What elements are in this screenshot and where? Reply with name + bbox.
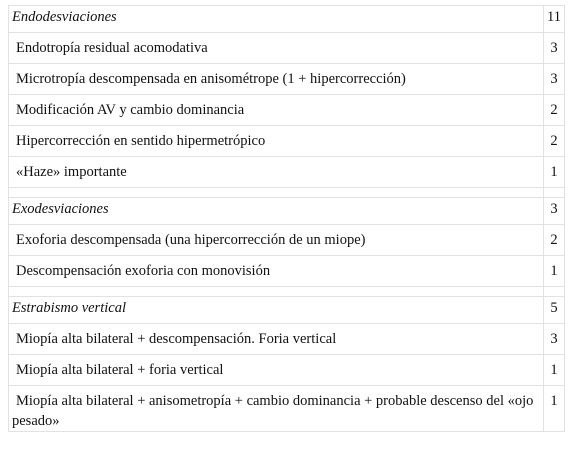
row-label: Hipercorrección en sentido hipermetrópico bbox=[9, 126, 544, 157]
table-row bbox=[9, 157, 565, 188]
category-row-endodesviaciones bbox=[9, 6, 565, 33]
table-row bbox=[9, 386, 565, 432]
category-label: Exodesviaciones bbox=[9, 198, 544, 225]
row-label: Microtropía descompensada en anisométrope (1 + hipercorrección) bbox=[9, 64, 544, 95]
table-row bbox=[9, 95, 565, 126]
row-count: 1 bbox=[544, 256, 565, 287]
table-row bbox=[9, 355, 565, 386]
row-label: Miopía alta bilateral + anisometropía + cambio dominancia + probable descenso del «ojo pesado» bbox=[9, 386, 544, 432]
spacer-cell bbox=[544, 188, 565, 198]
spacer-cell bbox=[9, 188, 544, 198]
results-table bbox=[8, 5, 565, 432]
row-label: Miopía alta bilateral + foria vertical bbox=[9, 355, 544, 386]
spacer-cell bbox=[544, 287, 565, 297]
spacer-row bbox=[9, 188, 565, 198]
row-count: 3 bbox=[544, 324, 565, 355]
row-label: Exoforia descompensada (una hipercorrección de un miope) bbox=[9, 225, 544, 256]
row-label: «Haze» importante bbox=[9, 157, 544, 188]
row-count: 1 bbox=[544, 157, 565, 188]
row-count: 2 bbox=[544, 126, 565, 157]
row-label: Endotropía residual acomodativa bbox=[9, 33, 544, 64]
row-label: Modificación AV y cambio dominancia bbox=[9, 95, 544, 126]
table-row bbox=[9, 324, 565, 355]
category-count: 3 bbox=[544, 198, 565, 225]
row-count: 2 bbox=[544, 95, 565, 126]
table-row bbox=[9, 33, 565, 64]
row-count: 3 bbox=[544, 33, 565, 64]
row-count: 1 bbox=[544, 386, 565, 432]
category-row-exodesviaciones bbox=[9, 198, 565, 225]
row-label: Miopía alta bilateral + descompensación. Foria vertical bbox=[9, 324, 544, 355]
category-count: 11 bbox=[544, 6, 565, 33]
spacer-row bbox=[9, 287, 565, 297]
row-count: 3 bbox=[544, 64, 565, 95]
table-row bbox=[9, 64, 565, 95]
category-row-estrabismo-vertical bbox=[9, 297, 565, 324]
row-count: 1 bbox=[544, 355, 565, 386]
category-count: 5 bbox=[544, 297, 565, 324]
category-label: Endodesviaciones bbox=[9, 6, 544, 33]
table-row bbox=[9, 256, 565, 287]
row-label: Descompensación exoforia con monovisión bbox=[9, 256, 544, 287]
category-label: Estrabismo vertical bbox=[9, 297, 544, 324]
row-count: 2 bbox=[544, 225, 565, 256]
table-row bbox=[9, 225, 565, 256]
spacer-cell bbox=[9, 287, 544, 297]
table-row bbox=[9, 126, 565, 157]
